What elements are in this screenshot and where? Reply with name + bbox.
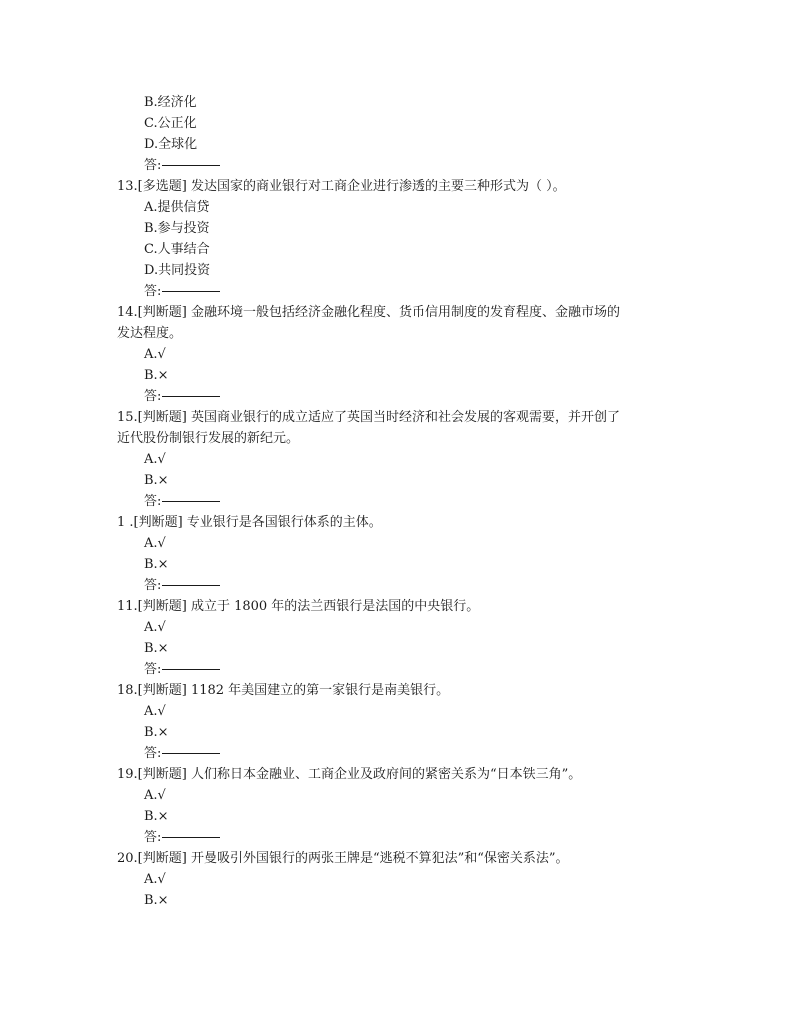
answer-underline [162,396,220,397]
question-list [117,92,677,911]
question-stem: 近代股份制银行发展的新纪元。 [117,431,300,446]
answer-underline [162,753,220,754]
answer-underline [162,165,220,166]
question-stem: 13.[多选题] 发达国家的商业银行对工商企业进行渗透的主要三种形式为（ ）。 [117,179,566,194]
answer-label: 答: [144,578,162,593]
option-line: A.√ [144,620,166,635]
question-stem: 1 .[判断题] 专业银行是各国银行体系的主体。 [117,515,382,530]
answer-label: 答: [144,746,162,761]
option-line: A.提供信贷 [144,200,210,215]
answer-underline [162,585,220,586]
answer-blank [117,155,677,176]
answer-label: 答: [144,389,162,404]
option-line: B.× [144,368,169,383]
question-stem: 14.[判断题] 金融环境一般包括经济金融化程度、货币信用制度的发育程度、金融市场的 [117,305,620,320]
option-line: A.√ [144,536,166,551]
option-line: A.√ [144,872,166,887]
question-stem: 18.[判断题] 1182 年美国建立的第一家银行是南美银行。 [117,683,450,698]
answer-blank [117,281,677,302]
option-line: B.× [144,725,169,740]
answer-underline [162,837,220,838]
question-stem: 15.[判断题] 英国商业银行的成立适应了英国当时经济和社会发展的客观需要，并开创了 [117,410,620,425]
question-stem: 发达程度。 [117,326,183,341]
question-stem: 19.[判断题] 人们称日本金融业、工商企业及政府间的紧密关系为“日本铁三角”。 [117,767,582,782]
option-line: D.全球化 [144,137,198,152]
answer-blank [117,386,677,407]
answer-blank [117,491,677,512]
answer-label: 答: [144,284,162,299]
option-line: B.× [144,893,169,908]
answer-underline [162,291,220,292]
option-line: A.√ [144,347,166,362]
question-stem: 20.[判断题] 开曼吸引外国银行的两张王牌是“逃税不算犯法”和“保密关系法”。 [117,851,569,866]
answer-blank [117,659,677,680]
option-line: B.× [144,557,169,572]
answer-label: 答: [144,158,162,173]
answer-label: 答: [144,830,162,845]
answer-label: 答: [144,494,162,509]
option-line: B.× [144,473,169,488]
answer-blank [117,575,677,596]
option-line: A.√ [144,452,166,467]
option-line: C.人事结合 [144,242,210,257]
option-line: A.√ [144,788,166,803]
answer-label: 答: [144,662,162,677]
option-line: B.× [144,809,169,824]
option-line: C.公正化 [144,116,197,131]
option-line: D.共同投资 [144,263,211,278]
option-line: A.√ [144,704,166,719]
answer-blank [117,743,677,764]
option-line: B.参与投资 [144,221,210,236]
option-line: B.经济化 [144,95,197,110]
option-line: B.× [144,641,169,656]
question-stem: 11.[判断题] 成立于 1800 年的法兰西银行是法国的中央银行。 [117,599,480,614]
answer-underline [162,669,220,670]
answer-underline [162,501,220,502]
answer-blank [117,827,677,848]
